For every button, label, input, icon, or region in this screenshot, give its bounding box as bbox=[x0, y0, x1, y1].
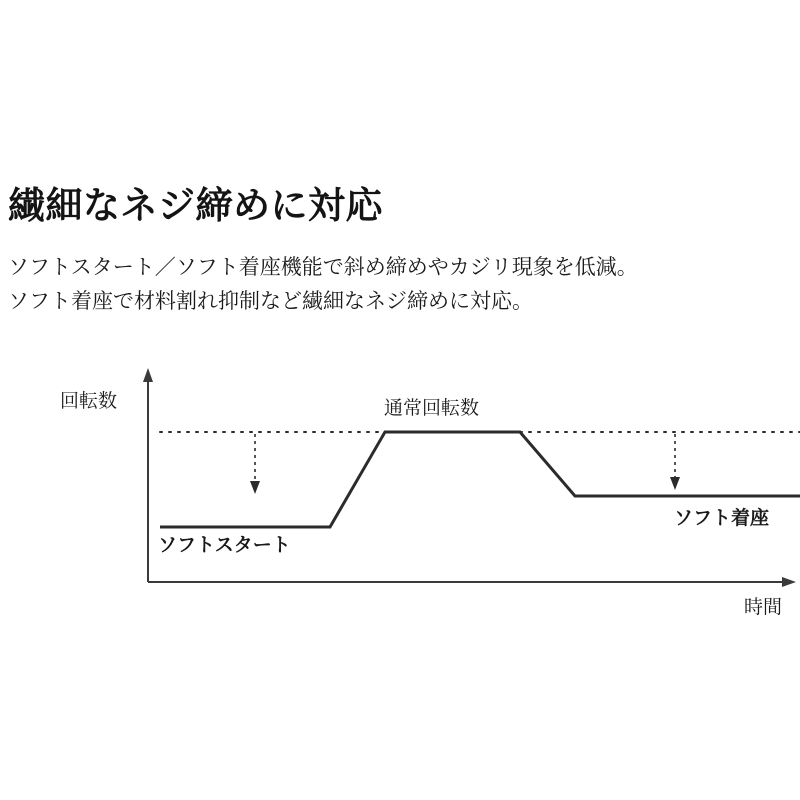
rotation-speed-chart bbox=[0, 360, 800, 630]
annotation-normal-speed: 通常回転数 bbox=[384, 398, 480, 419]
description-line-1: ソフトスタート／ソフト着座機能で斜め締めやカジリ現象を低減。 bbox=[8, 255, 638, 279]
y-axis-label: 回転数 bbox=[60, 391, 118, 412]
y-axis-arrow bbox=[143, 368, 153, 382]
annotation-soft-start: ソフトスタート bbox=[158, 535, 291, 556]
page-title: 繊細なネジ締めに対応 bbox=[8, 185, 383, 227]
callout-softseat-arrow bbox=[670, 477, 680, 490]
annotation-soft-seat: ソフト着座 bbox=[674, 508, 770, 529]
x-axis-arrow bbox=[782, 577, 796, 587]
callout-softstart-arrow bbox=[250, 481, 260, 494]
description-line-2: ソフト着座で材料割れ抑制など繊細なネジ締めに対応。 bbox=[8, 289, 533, 313]
description-text bbox=[8, 250, 638, 318]
x-axis-label: 時間 bbox=[744, 597, 783, 618]
